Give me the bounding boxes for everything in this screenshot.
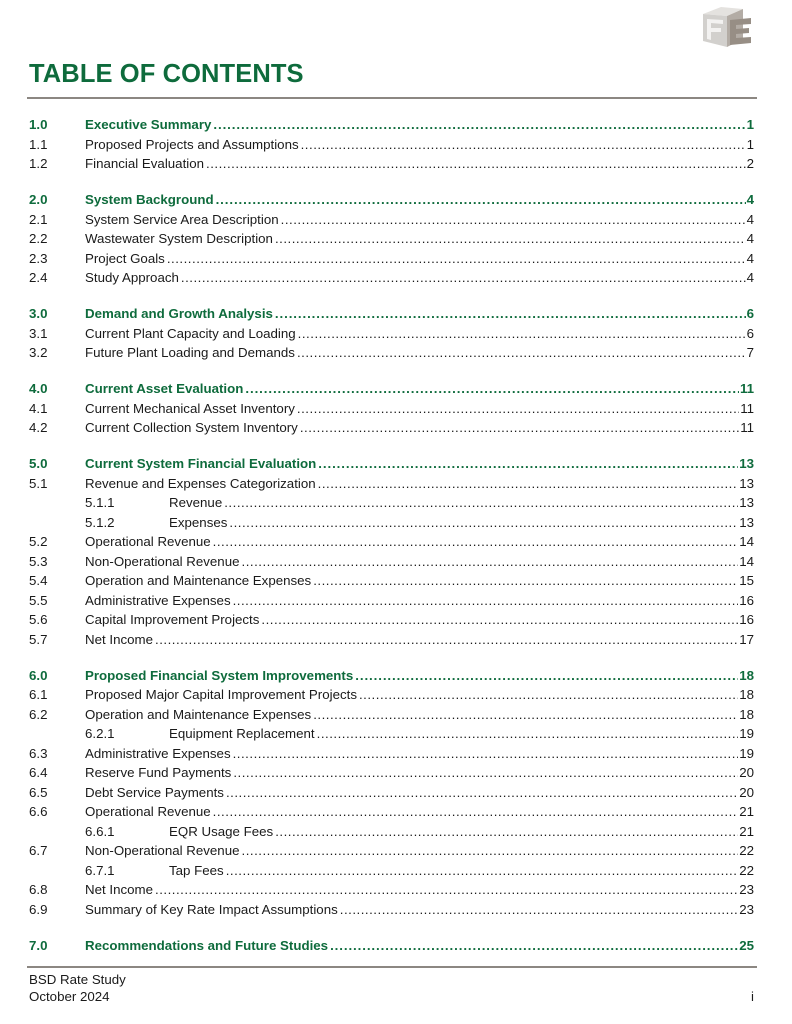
toc-entry-title: Project Goals bbox=[85, 250, 165, 266]
toc-entry-page-number: 7 bbox=[746, 345, 754, 360]
toc-entry-title: Operation and Maintenance Expenses bbox=[85, 706, 312, 722]
toc-entry-title: Expenses bbox=[169, 514, 228, 530]
toc-entry-number: 2.2 bbox=[29, 231, 48, 246]
toc-entry-number: 5.0 bbox=[29, 456, 48, 471]
toc-dot-leader bbox=[275, 822, 738, 842]
toc-entry-title: Tap Fees bbox=[169, 862, 224, 878]
toc-dot-leader bbox=[155, 630, 738, 650]
toc-chapter-entry[interactable] bbox=[29, 115, 754, 135]
toc-entry-number: 5.1.2 bbox=[85, 514, 115, 530]
toc-section-entry[interactable] bbox=[29, 343, 754, 363]
toc-dot-leader bbox=[355, 666, 738, 686]
toc-entry-title: Reserve Fund Payments bbox=[85, 765, 232, 780]
toc-entry-page-number: 6 bbox=[746, 325, 754, 341]
toc-dot-leader bbox=[155, 880, 738, 900]
toc-dot-leader bbox=[275, 229, 746, 249]
toc-section-entry[interactable] bbox=[29, 229, 754, 249]
toc-dot-leader bbox=[213, 802, 739, 822]
footer-document-title: BSD Rate Study bbox=[29, 972, 126, 987]
toc-section-entry[interactable] bbox=[29, 763, 754, 783]
toc-entry-page-number: 21 bbox=[739, 823, 754, 839]
toc-entry-page-number: 4 bbox=[746, 192, 754, 207]
toc-dot-leader bbox=[206, 154, 746, 174]
toc-entry-title: Revenue and Expenses Categorization bbox=[85, 475, 316, 491]
toc-entry-page-number: 22 bbox=[739, 862, 754, 878]
toc-entry-title: Non-Operational Revenue bbox=[85, 553, 240, 569]
toc-section-entry[interactable] bbox=[29, 268, 754, 288]
company-logo bbox=[699, 5, 755, 49]
toc-entry-number: 7.0 bbox=[29, 937, 48, 953]
toc-dot-leader bbox=[233, 744, 739, 764]
toc-entry-title: Executive Summary bbox=[85, 117, 212, 132]
toc-dot-leader bbox=[275, 304, 746, 324]
toc-entry-number: 3.0 bbox=[29, 306, 48, 321]
toc-entry-number: 5.1 bbox=[29, 475, 48, 491]
toc-entry-title: Financial Evaluation bbox=[85, 156, 205, 171]
toc-entry-page-number: 6 bbox=[746, 306, 754, 321]
toc-subsection-entry[interactable] bbox=[29, 493, 754, 513]
toc-section-entry[interactable] bbox=[29, 210, 754, 230]
toc-entry-number: 6.9 bbox=[29, 901, 48, 917]
toc-dot-leader bbox=[229, 513, 738, 533]
toc-dot-leader bbox=[359, 685, 738, 705]
toc-subsection-entry[interactable] bbox=[29, 513, 754, 533]
toc-section-entry[interactable] bbox=[29, 154, 754, 174]
toc-entry-number: 6.7.1 bbox=[85, 862, 115, 878]
toc-entry-title: Current Mechanical Asset Inventory bbox=[85, 400, 295, 416]
toc-dot-leader bbox=[318, 474, 739, 494]
toc-entry-number: 6.7 bbox=[29, 843, 48, 858]
toc-entry-title: Current Asset Evaluation bbox=[85, 381, 244, 396]
toc-entry-number: 5.3 bbox=[29, 553, 48, 569]
toc-entry-number: 6.3 bbox=[29, 745, 48, 761]
toc-entry-title: System Background bbox=[85, 192, 214, 207]
toc-entry-number: 5.1.1 bbox=[85, 495, 115, 510]
toc-entry-number: 4.1 bbox=[29, 400, 48, 416]
toc-entry-page-number: 11 bbox=[740, 400, 754, 416]
toc-section-entry[interactable] bbox=[29, 571, 754, 591]
toc-entry-title: EQR Usage Fees bbox=[169, 823, 274, 839]
toc-entry-page-number: 2 bbox=[746, 156, 754, 171]
toc-entry-title: Debt Service Payments bbox=[85, 784, 224, 800]
toc-entry-page-number: 1 bbox=[746, 117, 754, 132]
toc-entry-title: Operation and Maintenance Expenses bbox=[85, 573, 312, 588]
toc-dot-leader bbox=[318, 454, 738, 474]
toc-dot-leader bbox=[213, 115, 745, 135]
toc-dot-leader bbox=[233, 591, 739, 611]
toc-entry-title: Future Plant Loading and Demands bbox=[85, 345, 295, 360]
footer-date: October 2024 bbox=[29, 989, 110, 1004]
toc-entry-number: 6.6 bbox=[29, 804, 48, 819]
toc-entry-title: Non-Operational Revenue bbox=[85, 843, 240, 858]
toc-dot-leader bbox=[313, 571, 738, 591]
toc-dot-leader bbox=[242, 841, 739, 861]
toc-section-entry[interactable] bbox=[29, 705, 754, 725]
toc-dot-leader bbox=[281, 210, 746, 230]
toc-entry-number: 2.4 bbox=[29, 270, 48, 285]
toc-section-entry[interactable] bbox=[29, 900, 754, 920]
toc-subsection-entry[interactable] bbox=[29, 822, 754, 842]
toc-entry-page-number: 18 bbox=[739, 667, 754, 683]
toc-entry-page-number: 22 bbox=[739, 843, 754, 858]
toc-dot-leader bbox=[317, 724, 739, 744]
toc-dot-leader bbox=[167, 249, 746, 269]
toc-entry-number: 6.5 bbox=[29, 784, 48, 800]
toc-dot-leader bbox=[233, 763, 738, 783]
table-of-contents bbox=[29, 115, 754, 955]
toc-section-entry[interactable] bbox=[29, 591, 754, 611]
toc-entry-number: 5.4 bbox=[29, 573, 48, 588]
toc-entry-page-number: 20 bbox=[739, 784, 754, 800]
toc-section-entry[interactable] bbox=[29, 474, 754, 494]
toc-section-entry[interactable] bbox=[29, 418, 754, 438]
toc-section-entry[interactable] bbox=[29, 610, 754, 630]
toc-entry-title: Study Approach bbox=[85, 270, 179, 285]
toc-entry-page-number: 16 bbox=[739, 612, 754, 627]
toc-entry-page-number: 23 bbox=[739, 901, 754, 917]
toc-entry-page-number: 20 bbox=[739, 765, 754, 780]
toc-entry-number: 6.4 bbox=[29, 765, 48, 780]
page-footer bbox=[29, 971, 754, 1005]
toc-entry-title: Revenue bbox=[169, 495, 223, 510]
toc-dot-leader bbox=[226, 861, 739, 881]
toc-entry-number: 2.1 bbox=[29, 211, 48, 227]
toc-entry-page-number: 4 bbox=[746, 250, 754, 266]
toc-dot-leader bbox=[297, 399, 739, 419]
toc-chapter-entry[interactable] bbox=[29, 454, 754, 474]
toc-dot-leader bbox=[301, 135, 746, 155]
toc-entry-number: 6.8 bbox=[29, 882, 48, 897]
toc-section-entry[interactable] bbox=[29, 135, 754, 155]
footer-page-number: i bbox=[751, 989, 754, 1004]
toc-entry-number: 2.0 bbox=[29, 192, 48, 207]
toc-entry-page-number: 4 bbox=[746, 211, 754, 227]
toc-dot-leader bbox=[213, 532, 739, 552]
toc-entry-title: Current System Financial Evaluation bbox=[85, 456, 317, 471]
toc-entry-page-number: 14 bbox=[739, 534, 754, 549]
toc-entry-number: 2.3 bbox=[29, 250, 48, 266]
toc-entry-title: Net Income bbox=[85, 631, 153, 647]
toc-entry-page-number: 18 bbox=[739, 706, 754, 722]
toc-chapter-entry[interactable] bbox=[29, 936, 754, 956]
toc-entry-title: Operational Revenue bbox=[85, 804, 211, 819]
toc-section-entry[interactable] bbox=[29, 802, 754, 822]
toc-entry-title: Proposed Financial System Improvements bbox=[85, 667, 354, 683]
toc-entry-page-number: 11 bbox=[739, 381, 754, 396]
toc-entry-page-number: 11 bbox=[740, 420, 754, 435]
toc-entry-number: 6.0 bbox=[29, 667, 48, 683]
toc-entry-number: 5.2 bbox=[29, 534, 48, 549]
toc-entry-title: Net Income bbox=[85, 882, 153, 897]
toc-entry-number: 6.1 bbox=[29, 687, 48, 702]
toc-entry-page-number: 19 bbox=[739, 726, 754, 741]
toc-entry-number: 1.0 bbox=[29, 117, 48, 132]
toc-entry-title: Operational Revenue bbox=[85, 534, 211, 549]
toc-entry-page-number: 17 bbox=[739, 631, 754, 647]
toc-section-entry[interactable] bbox=[29, 249, 754, 269]
toc-entry-number: 3.1 bbox=[29, 325, 48, 341]
toc-section-entry[interactable] bbox=[29, 841, 754, 861]
toc-entry-page-number: 13 bbox=[739, 514, 754, 530]
toc-entry-page-number: 1 bbox=[746, 136, 754, 152]
toc-section-entry[interactable] bbox=[29, 399, 754, 419]
toc-dot-leader bbox=[261, 610, 738, 630]
toc-dot-leader bbox=[298, 324, 746, 344]
toc-entry-page-number: 4 bbox=[746, 270, 754, 285]
toc-entry-number: 6.6.1 bbox=[85, 823, 115, 839]
toc-entry-title: Current Plant Capacity and Loading bbox=[85, 325, 296, 341]
toc-entry-title: Administrative Expenses bbox=[85, 592, 231, 608]
toc-entry-number: 5.7 bbox=[29, 631, 48, 647]
toc-entry-number: 4.2 bbox=[29, 420, 48, 435]
toc-entry-number: 5.5 bbox=[29, 592, 48, 608]
toc-dot-leader bbox=[313, 705, 738, 725]
toc-entry-number: 1.2 bbox=[29, 156, 48, 171]
toc-entry-title: Current Collection System Inventory bbox=[85, 420, 298, 435]
toc-entry-page-number: 23 bbox=[739, 882, 754, 897]
toc-chapter-entry[interactable] bbox=[29, 379, 754, 399]
toc-dot-leader bbox=[297, 343, 746, 363]
toc-entry-title: Capital Improvement Projects bbox=[85, 612, 260, 627]
toc-entry-number: 6.2 bbox=[29, 706, 48, 722]
toc-dot-leader bbox=[330, 936, 738, 956]
toc-section-entry[interactable] bbox=[29, 880, 754, 900]
toc-dot-leader bbox=[216, 190, 746, 210]
toc-dot-leader bbox=[226, 783, 738, 803]
toc-entry-page-number: 21 bbox=[739, 804, 754, 819]
toc-section-entry[interactable] bbox=[29, 552, 754, 572]
toc-chapter-entry[interactable] bbox=[29, 666, 754, 686]
toc-entry-number: 6.2.1 bbox=[85, 726, 115, 741]
toc-subsection-entry[interactable] bbox=[29, 724, 754, 744]
toc-section-entry[interactable] bbox=[29, 532, 754, 552]
toc-entry-page-number: 15 bbox=[739, 573, 754, 588]
toc-entry-page-number: 19 bbox=[739, 745, 754, 761]
toc-entry-page-number: 4 bbox=[746, 231, 754, 246]
toc-dot-leader bbox=[340, 900, 738, 920]
toc-entry-page-number: 13 bbox=[739, 456, 754, 471]
toc-dot-leader bbox=[224, 493, 738, 513]
toc-section-entry[interactable] bbox=[29, 685, 754, 705]
toc-entry-number: 3.2 bbox=[29, 345, 48, 360]
toc-entry-page-number: 16 bbox=[739, 592, 754, 608]
toc-entry-title: Recommendations and Future Studies bbox=[85, 937, 329, 953]
toc-entry-number: 5.6 bbox=[29, 612, 48, 627]
toc-chapter-entry[interactable] bbox=[29, 190, 754, 210]
toc-dot-leader bbox=[245, 379, 739, 399]
toc-entry-title: Demand and Growth Analysis bbox=[85, 306, 273, 321]
logo-letter-e bbox=[730, 18, 751, 45]
toc-chapter-entry[interactable] bbox=[29, 304, 754, 324]
toc-entry-page-number: 25 bbox=[739, 937, 754, 953]
toc-entry-title: Summary of Key Rate Impact Assumptions bbox=[85, 901, 338, 917]
toc-entry-number: 1.1 bbox=[29, 136, 48, 152]
toc-entry-title: Proposed Projects and Assumptions bbox=[85, 136, 299, 152]
page-title: TABLE OF CONTENTS bbox=[29, 60, 304, 88]
toc-section-entry[interactable] bbox=[29, 783, 754, 803]
toc-entry-page-number: 14 bbox=[739, 553, 754, 569]
toc-dot-leader bbox=[242, 552, 739, 572]
toc-dot-leader bbox=[300, 418, 739, 438]
toc-entry-title: Equipment Replacement bbox=[169, 726, 315, 741]
toc-entry-page-number: 18 bbox=[739, 687, 754, 702]
toc-entry-title: Wastewater System Description bbox=[85, 231, 273, 246]
footer-divider bbox=[27, 966, 757, 968]
toc-entry-page-number: 13 bbox=[739, 495, 754, 510]
toc-entry-page-number: 13 bbox=[739, 475, 754, 491]
toc-section-entry[interactable] bbox=[29, 324, 754, 344]
toc-subsection-entry[interactable] bbox=[29, 861, 754, 881]
toc-section-entry[interactable] bbox=[29, 744, 754, 764]
title-divider bbox=[27, 97, 757, 99]
toc-entry-number: 4.0 bbox=[29, 381, 48, 396]
toc-entry-title: System Service Area Description bbox=[85, 211, 279, 227]
toc-section-entry[interactable] bbox=[29, 630, 754, 650]
toc-entry-title: Administrative Expenses bbox=[85, 745, 231, 761]
toc-entry-title: Proposed Major Capital Improvement Projects bbox=[85, 687, 357, 702]
toc-dot-leader bbox=[181, 268, 746, 288]
